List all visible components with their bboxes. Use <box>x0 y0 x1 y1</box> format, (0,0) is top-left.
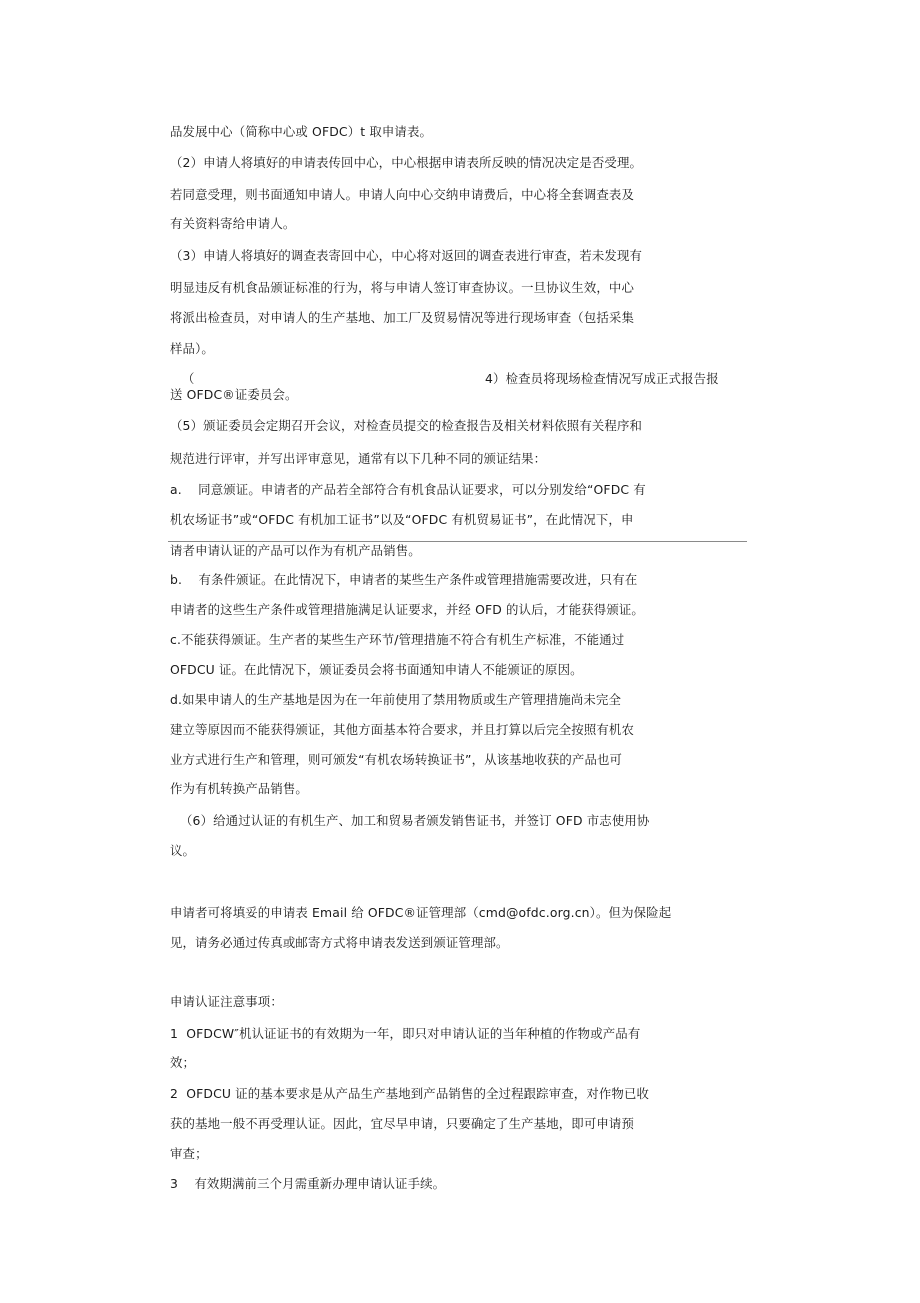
text-line: 建立等原因而不能获得颁证，其他方面基本符合要求，并且打算以后完全按照有机农 <box>170 722 635 737</box>
text-line: 申请认证注意事项： <box>170 994 283 1009</box>
text-line: 机农场证书”或“OFDC 有机加工证书”以及“OFDC 有机贸易证书”，在此情况下，申 <box>170 512 634 527</box>
text-line: 1 OFDCW″机认证证书的有效期为一年，即只对申请认证的当年种植的作物或产品有 <box>170 1026 641 1041</box>
horizontal-rule <box>168 541 747 542</box>
text-line: 审查； <box>170 1146 208 1161</box>
text-line: 请者申请认证的产品可以作为有机产品销售。 <box>170 543 421 558</box>
text-line: 规范进行评审，并写出评审意见，通常有以下几种不同的颁证结果： <box>170 451 547 466</box>
text-line: 有关资料寄给申请人。 <box>170 216 296 231</box>
text-line: 送 OFDC®证委员会。 <box>170 387 298 402</box>
text-line: （6）给通过认证的有机生产、加工和贸易者颁发销售证书，并签订 OFD 市志使用协 <box>180 813 650 828</box>
text-line: a. 同意颁证。申请者的产品若全部符合有机食品认证要求，可以分别发给“OFDC 有 <box>170 482 646 497</box>
text-line: （5）颁证委员会定期召开会议，对检查员提交的检查报告及相关材料依照有关程序和 <box>170 418 643 433</box>
text-line: 议。 <box>170 843 196 858</box>
text-line: 见，请务必通过传真或邮寄方式将申请表发送到颁证管理部。 <box>170 935 509 950</box>
text-line: 效； <box>170 1055 196 1070</box>
text-line: 4）检查员将现场检查情况写成正式报告报 <box>485 371 719 386</box>
text-line: b. 有条件颁证。在此情况下，申请者的某些生产条件或管理措施需要改进，只有在 <box>170 572 638 587</box>
text-line: 样品）。 <box>170 341 214 356</box>
text-line: 业方式进行生产和管理，则可颁发“有机农场转换证书”，从该基地收获的产品也可 <box>170 752 623 767</box>
text-line: 作为有机转换产品销售。 <box>170 781 308 796</box>
text-line: d.如果申请人的生产基地是因为在一年前使用了禁用物质或生产管理措施尚未完全 <box>170 692 622 707</box>
text-line: 3 有效期满前三个月需重新办理申请认证手续。 <box>170 1176 446 1191</box>
text-line: c.不能获得颁证。生产者的某些生产环节/管理措施不符合有机生产标准，不能通过 <box>170 632 625 647</box>
text-line: 获的基地一般不再受理认证。因此，宜尽早申请，只要确定了生产基地，即可申请预 <box>170 1116 635 1131</box>
text-line: （2）申请人将填好的申请表传回中心，中心根据申请表所反映的情况决定是否受理。 <box>170 155 643 170</box>
text-line: 2 OFDCU 证的基本要求是从产品生产基地到产品销售的全过程跟踪审查，对作物已收 <box>170 1086 650 1101</box>
text-line: 将派出检查员，对申请人的生产基地、加工厂及贸易情况等进行现场审查（包括采集 <box>170 310 635 325</box>
text-line: （3）申请人将填好的调查表寄回中心，中心将对返回的调查表进行审查，若未发现有 <box>170 248 643 263</box>
text-line: OFDCU 证。在此情况下，颁证委员会将书面通知申请人不能颁证的原因。 <box>170 662 583 677</box>
text-line: 品发展中心（简称中心或 OFDC）t 取申请表。 <box>170 124 433 139</box>
text-line: （ <box>182 371 195 386</box>
text-line: 明显违反有机食品颁证标准的行为，将与申请人签订审查协议。一旦协议生效，中心 <box>170 280 635 295</box>
text-line: 申请者可将填妥的申请表 Email 给 OFDC®证管理部（cmd@ofdc.org.cn）。但为保险起 <box>170 905 672 920</box>
text-line: 若同意受理，则书面通知申请人。申请人向中心交纳申请费后，中心将全套调查表及 <box>170 187 635 202</box>
text-line: 申请者的这些生产条件或管理措施满足认证要求，并经 OFD 的认后，才能获得颁证。 <box>170 602 644 617</box>
